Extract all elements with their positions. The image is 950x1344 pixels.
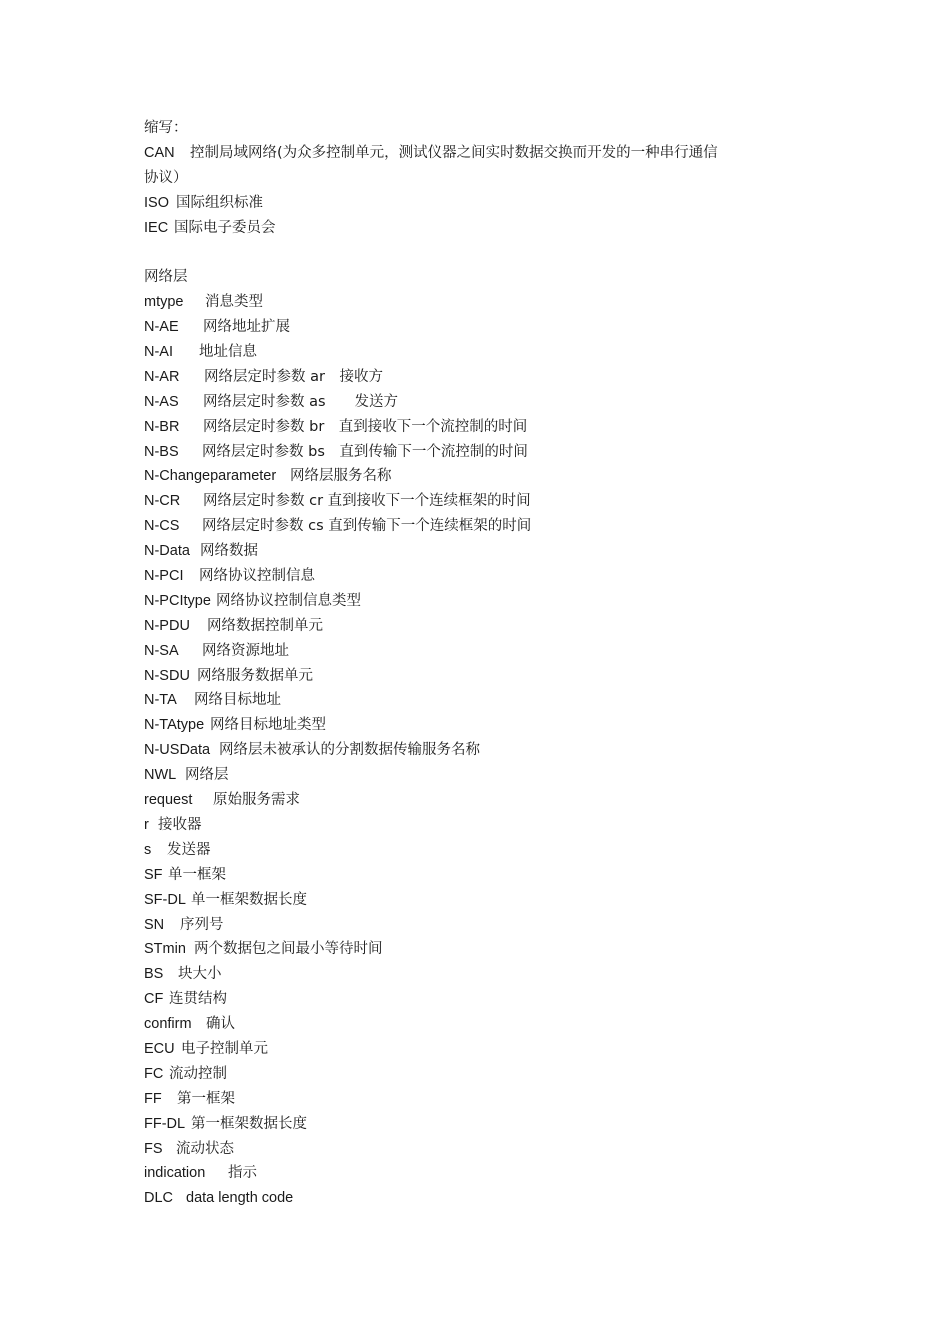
term: N-AI [144, 344, 173, 361]
intro-row-can-continued [144, 166, 814, 191]
definition: 确认 [206, 1016, 235, 1033]
term: SN [144, 916, 165, 933]
definition: 发送器 [167, 841, 211, 858]
list-item [144, 589, 814, 614]
definition: 网络层 [185, 767, 229, 784]
definition: 地址信息 [199, 344, 257, 361]
term: FF [144, 1090, 162, 1107]
section-title: 网络层 [144, 269, 188, 286]
list-item [144, 1062, 814, 1087]
definition: 接收器 [158, 816, 202, 833]
list-item [144, 365, 814, 390]
list-item [144, 564, 814, 589]
list-item [144, 838, 814, 863]
term: SF-DL [144, 891, 186, 908]
definition: 网络层定时参数 br 直到接收下一个流控制的时间 [203, 418, 528, 435]
intro-row-iec [144, 216, 814, 241]
list-item [144, 763, 814, 788]
list-item [144, 1037, 814, 1062]
term: request [144, 792, 193, 809]
list-item [144, 1186, 814, 1211]
definition: 单一框架 [168, 866, 226, 883]
definition: 国际电子委员会 [174, 219, 276, 236]
document-page [144, 116, 814, 1211]
term: N-AS [144, 393, 179, 410]
definition: 流动控制 [169, 1065, 227, 1082]
list-item [144, 489, 814, 514]
term: N-AE [144, 319, 179, 336]
list-item [144, 1012, 814, 1037]
term: N-BS [144, 443, 179, 460]
term: STmin [144, 941, 186, 958]
list-item [144, 962, 814, 987]
list-item [144, 390, 814, 415]
list-item [144, 539, 814, 564]
term: N-USData [144, 742, 211, 759]
term: confirm [144, 1016, 192, 1033]
list-item [144, 1161, 814, 1186]
term: s [144, 841, 152, 858]
list-item [144, 664, 814, 689]
list-item [144, 639, 814, 664]
definition: 网络目标地址 [194, 692, 281, 709]
term: ISO [144, 194, 169, 211]
term: mtype [144, 294, 184, 311]
blank-line [144, 240, 814, 265]
term: N-PCI [144, 568, 184, 585]
definition: 网络层定时参数 ar 接收方 [204, 368, 383, 385]
term: BS [144, 966, 164, 983]
term: N-SDU [144, 667, 190, 684]
list-item [144, 514, 814, 539]
term: FF-DL [144, 1115, 186, 1132]
definition: 网络协议控制信息类型 [216, 592, 361, 609]
list-item [144, 415, 814, 440]
definition: 国际组织标准 [176, 194, 263, 211]
definition: 网络地址扩展 [203, 319, 290, 336]
definition: 网络数据 [200, 543, 258, 560]
definition: 网络资源地址 [202, 642, 289, 659]
definition: 单一框架数据长度 [191, 891, 307, 908]
definition: 控制局域网络(为众多控制单元，测试仪器之间实时数据交换而开发的一种串行通信 [190, 144, 718, 161]
list-item [144, 614, 814, 639]
definition: 第一框架 [177, 1090, 235, 1107]
list-item [144, 913, 814, 938]
term: CF [144, 991, 164, 1008]
list-item [144, 888, 814, 913]
term: NWL [144, 767, 177, 784]
abbreviation-list [144, 290, 814, 1211]
list-item [144, 937, 814, 962]
term: N-BR [144, 418, 180, 435]
definition: 网络协议控制信息 [199, 568, 315, 585]
abbreviations-title: 缩写： [144, 120, 188, 136]
definition: 网络服务数据单元 [197, 667, 313, 684]
definition: data length code [186, 1190, 294, 1207]
list-item [144, 1112, 814, 1137]
list-item [144, 315, 814, 340]
definition: 消息类型 [205, 294, 263, 311]
term: SF [144, 866, 163, 883]
term: CAN [144, 144, 175, 161]
definition: 网络层定时参数 as 发送方 [203, 393, 399, 410]
definition: 网络层定时参数 cr 直到接收下一个连续框架的时间 [203, 493, 531, 510]
term: FC [144, 1065, 164, 1082]
list-item [144, 788, 814, 813]
definition: 序列号 [180, 916, 224, 933]
definition: 网络层服务名称 [290, 468, 392, 485]
definition: 指示 [228, 1165, 257, 1182]
definition: 网络层定时参数 cs 直到传输下一个连续框架的时间 [202, 518, 532, 535]
list-item [144, 464, 814, 489]
term: N-SA [144, 642, 179, 659]
list-item [144, 1137, 814, 1162]
term: N-TA [144, 692, 177, 709]
intro-row-iso [144, 191, 814, 216]
list-item [144, 440, 814, 465]
term: N-TAtype [144, 717, 205, 734]
list-item [144, 713, 814, 738]
definition: 两个数据包之间最小等待时间 [194, 941, 383, 958]
term: DLC [144, 1190, 174, 1207]
term: N-PDU [144, 617, 190, 634]
definition: 第一框架数据长度 [191, 1115, 307, 1132]
term: ECU [144, 1040, 175, 1057]
definition: 流动状态 [176, 1140, 234, 1157]
list-item [144, 738, 814, 763]
term: N-AR [144, 368, 180, 385]
list-item [144, 340, 814, 365]
definition: 网络数据控制单元 [207, 617, 323, 634]
list-item [144, 863, 814, 888]
term: N-Data [144, 543, 190, 560]
definition: 连贯结构 [169, 991, 227, 1008]
term: N-PCItype [144, 592, 211, 609]
definition-continued: 协议） [144, 169, 188, 186]
list-item [144, 290, 814, 315]
term: N-Changeparameter [144, 468, 277, 485]
definition: 电子控制单元 [181, 1040, 268, 1057]
list-item [144, 688, 814, 713]
term: IEC [144, 219, 169, 236]
list-item [144, 1087, 814, 1112]
term: indication [144, 1165, 206, 1182]
definition: 网络层未被承认的分割数据传输服务名称 [219, 742, 480, 759]
list-item [144, 813, 814, 838]
term: N-CR [144, 493, 181, 510]
definition: 原始服务需求 [213, 792, 300, 809]
definition: 网络层定时参数 bs 直到传输下一个流控制的时间 [202, 443, 528, 460]
intro-row-can [144, 141, 814, 166]
term: r [144, 816, 149, 833]
term: N-CS [144, 518, 180, 535]
term: FS [144, 1140, 163, 1157]
list-item [144, 987, 814, 1012]
definition: 网络目标地址类型 [210, 717, 326, 734]
definition: 块大小 [178, 966, 222, 983]
